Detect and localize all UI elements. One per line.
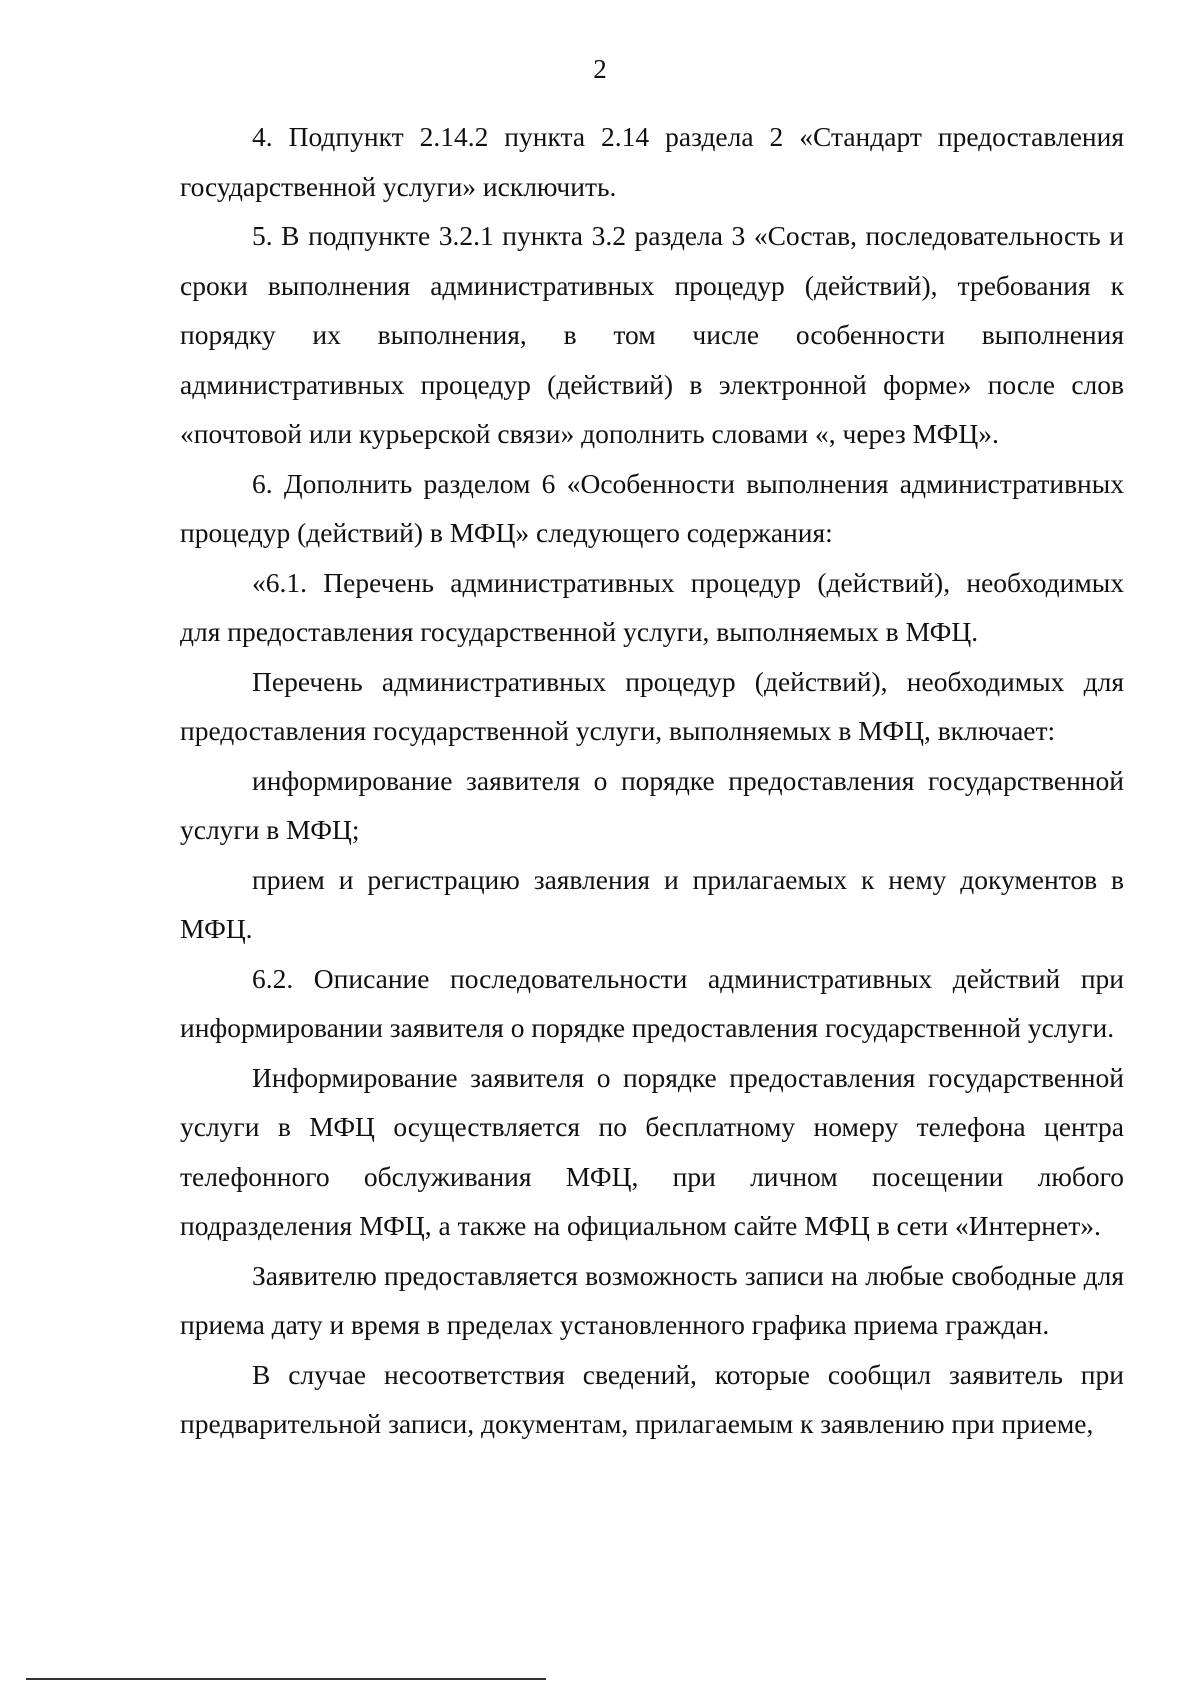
- footer-rule: [26, 1678, 546, 1680]
- paragraph-informing-channels: Информирование заявителя о порядке предоставления государственной услуги в МФЦ осуществляется по бесплатному номеру телефона центра телефонного обслуживания МФЦ, при личном посещении любого подразделения МФЦ, а также на официальном сайте МФЦ в сети «Интернет».: [180, 1061, 1124, 1241]
- paragraph-item-6: 6. Дополнить разделом 6 «Особенности выполнения административных процедур (действий) в МФЦ» следующего содержания:: [180, 467, 1124, 548]
- paragraph-6-1-heading: «6.1. Перечень административных процедур (действий), необходимых для предоставления государственной услуги, выполняемых в МФЦ.: [180, 566, 1124, 647]
- document-body: [180, 112, 1124, 1449]
- paragraph-procedures-list-intro: Перечень административных процедур (действий), необходимых для предоставления государственной услуги, выполняемых в МФЦ, включает:: [180, 665, 1124, 746]
- paragraph-item-5: 5. В подпункте 3.2.1 пункта 3.2 раздела 3 «Состав, последовательность и сроки выполнения административных процедур (действий), требования к порядку их выполнения, в том числе особенности выполнения административных процедур (действий) в электронной форме» после слов «почтовой или курьерской связи» дополнить словами «, через МФЦ».: [180, 220, 1124, 449]
- paragraph-appointment: Заявителю предоставляется возможность записи на любые свободные для приема дату и время в пределах установленного графика приема граждан.: [180, 1259, 1124, 1340]
- paragraph-list-informing: информирование заявителя о порядке предоставления государственной услуги в МФЦ;: [180, 764, 1124, 845]
- paragraph-6-2-heading: 6.2. Описание последовательности административных действий при информировании заявителя о порядке предоставления государственной услуги.: [180, 962, 1124, 1043]
- paragraph-list-reception: прием и регистрацию заявления и прилагаемых к нему документов в МФЦ.: [180, 863, 1124, 944]
- page-number: 2: [593, 54, 607, 84]
- paragraph-mismatch: В случае несоответствия сведений, которые сообщил заявитель при предварительной записи, документам, прилагаемым к заявлению при приеме,: [180, 1358, 1124, 1439]
- paragraph-item-4: 4. Подпункт 2.14.2 пункта 2.14 раздела 2 «Стандарт предоставления государственной услуги» исключить.: [180, 121, 1124, 202]
